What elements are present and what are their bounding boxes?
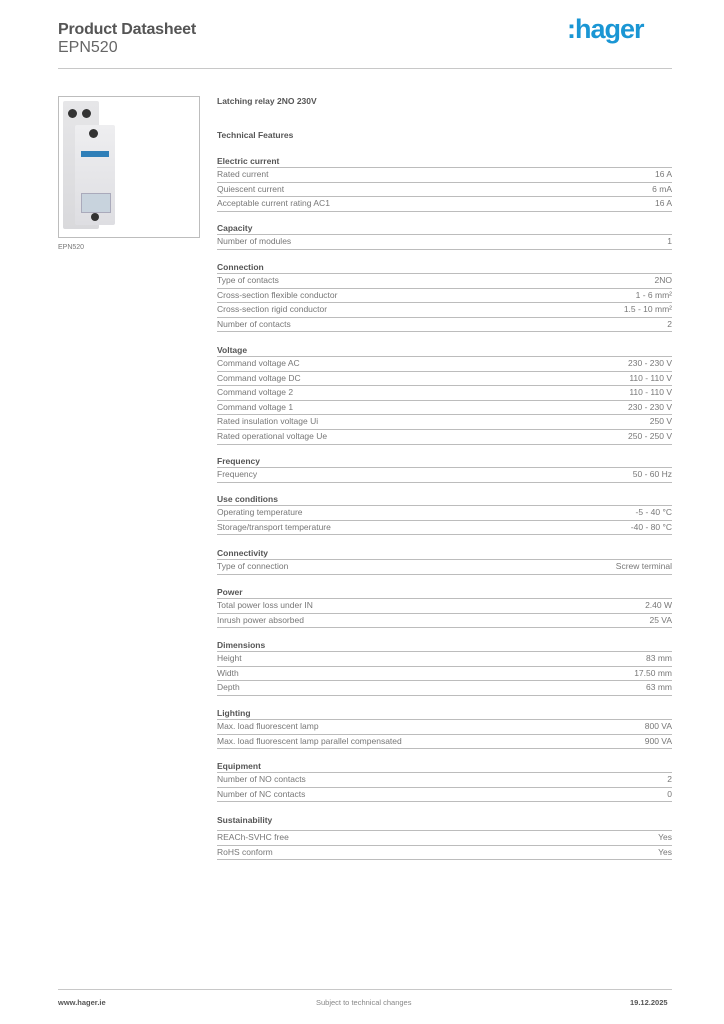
spec-label: Depth xyxy=(217,682,240,693)
spec-section xyxy=(217,155,672,212)
spec-section xyxy=(217,547,672,575)
spec-section xyxy=(217,261,672,332)
spec-label: Number of contacts xyxy=(217,318,291,329)
product-code: EPN520 xyxy=(58,39,118,56)
spec-value: 230 - 230 V xyxy=(628,401,672,412)
spec-label: Number of modules xyxy=(217,236,292,246)
spec-section xyxy=(217,493,672,535)
section-title: Equipment xyxy=(217,760,672,773)
spec-value: 16 A xyxy=(654,198,672,209)
spec-row xyxy=(217,788,672,803)
spec-label: Number of NO contacts xyxy=(217,774,306,784)
spec-value: 16 A xyxy=(654,169,672,179)
spec-value: 250 - 250 V xyxy=(628,430,672,441)
spec-value: 6 mA xyxy=(652,183,672,194)
spec-row xyxy=(217,831,672,846)
spec-label: Rated operational voltage Ue xyxy=(217,430,328,441)
spec-row xyxy=(217,303,672,318)
spec-value: 2 xyxy=(667,318,672,329)
section-title: Connectivity xyxy=(217,547,672,560)
footer-divider xyxy=(58,989,672,990)
spec-value: 2.40 W xyxy=(645,600,672,610)
spec-row xyxy=(217,415,672,430)
spec-row xyxy=(217,681,672,696)
spec-row xyxy=(217,168,672,183)
spec-section xyxy=(217,760,672,802)
spec-label: Inrush power absorbed xyxy=(217,614,304,625)
spec-label: REACh-SVHC free xyxy=(217,832,289,842)
section-title: Electric current xyxy=(217,155,672,168)
spec-value: 63 mm xyxy=(646,682,672,693)
spec-row xyxy=(217,506,672,521)
spec-label: Max. load fluorescent lamp xyxy=(217,721,319,731)
spec-row xyxy=(217,773,672,788)
spec-label: Type of contacts xyxy=(217,275,279,285)
section-title: Power xyxy=(217,586,672,599)
spec-section xyxy=(217,455,672,483)
spec-row xyxy=(217,372,672,387)
spec-section xyxy=(217,222,672,250)
spec-value: Yes xyxy=(658,846,672,857)
spec-value: 0 xyxy=(667,788,672,799)
spec-label: Quiescent current xyxy=(217,183,285,194)
spec-value: 83 mm xyxy=(646,653,672,663)
spec-row xyxy=(217,599,672,614)
product-image xyxy=(58,96,200,238)
header-divider xyxy=(58,68,672,69)
spec-label: Acceptable current rating AC1 xyxy=(217,198,330,209)
spec-row xyxy=(217,318,672,333)
page-title: Product Datasheet xyxy=(58,21,196,38)
spec-row xyxy=(217,197,672,212)
spec-section xyxy=(217,586,672,628)
section-title: Capacity xyxy=(217,222,672,235)
spec-row xyxy=(217,235,672,250)
spec-row xyxy=(217,560,672,575)
spec-row xyxy=(217,652,672,667)
section-title: Connection xyxy=(217,261,672,274)
spec-label: Command voltage AC xyxy=(217,358,300,368)
spec-value: 230 - 230 V xyxy=(628,358,672,368)
spec-row xyxy=(217,274,672,289)
spec-value: 2NO xyxy=(654,275,672,285)
spec-value: 250 V xyxy=(649,416,672,427)
spec-row xyxy=(217,720,672,735)
spec-section xyxy=(217,344,672,445)
spec-row xyxy=(217,386,672,401)
spec-section xyxy=(217,814,672,860)
footer-website-link[interactable]: www.hager.ie xyxy=(58,998,106,1007)
relay-device-illustration xyxy=(63,101,118,229)
product-image-caption: EPN520 xyxy=(58,244,85,251)
spec-value: 1 xyxy=(667,236,672,246)
product-subtitle: Latching relay 2NO 230V xyxy=(217,96,317,106)
logo-colon: : xyxy=(567,14,575,44)
spec-row xyxy=(217,614,672,629)
spec-value: 17.50 mm xyxy=(634,667,672,678)
spec-value: -40 - 80 °C xyxy=(630,521,672,532)
spec-value: 1 - 6 mm² xyxy=(635,289,672,300)
spec-value: 1.5 - 10 mm² xyxy=(623,304,672,315)
spec-label: Cross-section flexible conductor xyxy=(217,289,338,300)
section-title: Sustainability xyxy=(217,814,672,831)
spec-value: -5 - 40 °C xyxy=(635,507,672,517)
spec-row xyxy=(217,183,672,198)
spec-label: Width xyxy=(217,667,239,678)
spec-label: Rated insulation voltage Ui xyxy=(217,416,319,427)
spec-label: Number of NC contacts xyxy=(217,788,306,799)
spec-row xyxy=(217,289,672,304)
spec-value: 110 - 110 V xyxy=(629,372,672,383)
spec-row xyxy=(217,357,672,372)
spec-label: Type of connection xyxy=(217,561,289,571)
spec-value: 25 VA xyxy=(649,614,672,625)
logo-text: hager xyxy=(575,14,644,44)
footer-date: 19.12.2025 xyxy=(630,998,668,1007)
spec-label: Operating temperature xyxy=(217,507,303,517)
technical-features-title: Technical Features xyxy=(217,130,294,140)
spec-label: Command voltage 2 xyxy=(217,387,294,398)
spec-label: Cross-section rigid conductor xyxy=(217,304,328,315)
spec-value: 800 VA xyxy=(644,721,672,731)
spec-section xyxy=(217,639,672,696)
spec-label: Height xyxy=(217,653,242,663)
footer-notice: Subject to technical changes xyxy=(316,998,412,1007)
section-title: Voltage xyxy=(217,344,672,357)
spec-label: Frequency xyxy=(217,469,258,479)
spec-row xyxy=(217,667,672,682)
spec-value: Yes xyxy=(658,832,672,842)
spec-value: 2 xyxy=(667,774,672,784)
spec-label: Storage/transport temperature xyxy=(217,521,331,532)
section-title: Frequency xyxy=(217,455,672,468)
spec-value: 900 VA xyxy=(644,735,672,746)
spec-row xyxy=(217,735,672,750)
spec-label: Max. load fluorescent lamp parallel compensated xyxy=(217,735,402,746)
spec-row xyxy=(217,430,672,445)
spec-row xyxy=(217,401,672,416)
spec-label: Command voltage DC xyxy=(217,372,301,383)
spec-value: 110 - 110 V xyxy=(629,387,672,398)
section-title: Lighting xyxy=(217,707,672,720)
spec-section xyxy=(217,707,672,749)
spec-row xyxy=(217,846,672,861)
spec-label: RoHS conform xyxy=(217,846,273,857)
spec-value: Screw terminal xyxy=(615,561,672,571)
spec-value: 50 - 60 Hz xyxy=(632,469,672,479)
section-title: Dimensions xyxy=(217,639,672,652)
spec-row xyxy=(217,521,672,536)
spec-label: Total power loss under IN xyxy=(217,600,313,610)
spec-label: Rated current xyxy=(217,169,269,179)
hager-logo xyxy=(567,14,644,45)
section-title: Use conditions xyxy=(217,493,672,506)
spec-row xyxy=(217,468,672,483)
spec-label: Command voltage 1 xyxy=(217,401,294,412)
